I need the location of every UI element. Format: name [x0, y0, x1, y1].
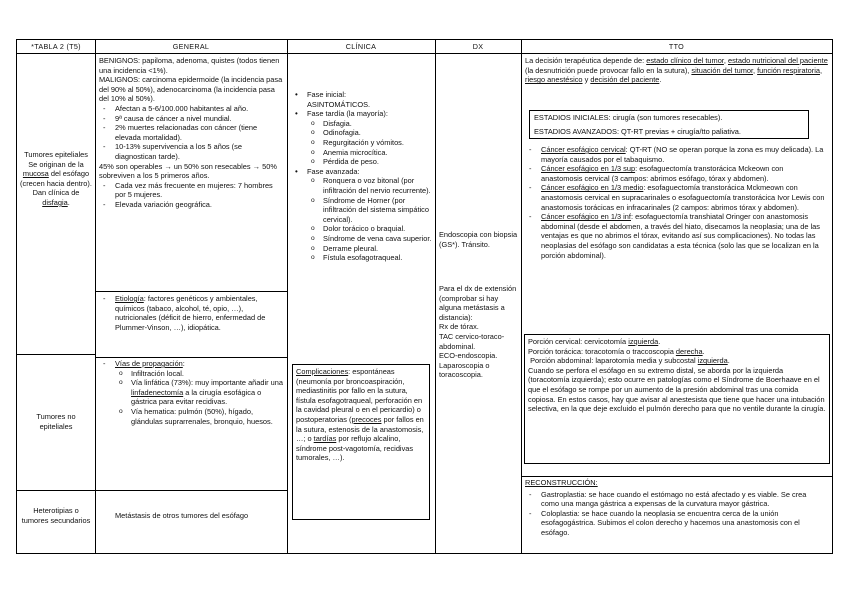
row-label-no-epiteliales: Tumores no epiteliales	[36, 412, 76, 431]
tto-cancer-localizacion: - Cáncer esofágico cervical: QT-RT (NO se operan porque la zona es muy delicada). La mayoría causados por el tabaquismo. - Cáncer esofágico en 1/3 sup: esofaguectomía transtorácica Mckeown con anastomosis cervical (3 campos: abrimos esófago, tórax y abdomen). - Cáncer esofágico en 1/3 medio: esofaguectomía transtorácica Mckmeown con anastomosis cervical en supracarinales o esofaguectomía transtorácica Ivor Lewis con anastomosis torácicas en infracarinales (2 campos: abrimos tórax y abdomen). - Cáncer esofágico en 1/3 inf: esofaguectomía transhiatal Oringer con anastomosis abdominal (desde el abdomen, a través del hiato, disecamos la neoplasia; una de las ventajas es que no abrimos el tórax, evitando así sus complicaciones). No todas las neoplasias del esófago son candidatas a esta técnica (solo las que se localizan en la porción abdominal).	[525, 145, 825, 260]
treatment-table	[16, 39, 833, 554]
header-tabla: *TABLA 2 (T5)	[31, 42, 81, 51]
general-overview: BENIGNOS: papiloma, adenoma, quistes (todos tienen una incidencia <1%). MALIGNOS: carcinoma epidermoide (la incidencia pasa del 90% al 50%), adenocarcinoma (la incidencia pasa del 10% al 50%). - Afectan a 5-6/100.000 habitantes al año. - 9ª causa de cáncer a nivel mundial. - 2% muertes relacionadas con cáncer (tiene elevada mortalidad). - 10-13% supervivencia a los 5 años (se diagnostican tarde). 45% son operables → un 50% son resecables → 50% sobreviven a los 5 primeros años. - Cada vez más frecuente en mujeres: 7 hombres por 5 mujeres. - Elevada variación geográfica.	[99, 56, 285, 210]
header-dx: DX	[472, 42, 484, 51]
tto-reconstruccion: RECONSTRUCCIÓN: - Gastroplastia: se hace cuando el estómago no está afectado y es viable. Se crea como una manga gástrica a expensas de la curvatura mayor gástrica. - Coloplastia: se hace cuando la neoplasia se encuentra cerca de la unión esofagogástrica. Subimos el colon derecho y hacemos una anastomosis con el esófago.	[525, 478, 825, 538]
header-tto: TTO	[668, 42, 685, 51]
general-vias-propagacion: - Vías de propagación: o Infiltración local. o Vía linfática (73%): muy importante añadir una linfadenectomía a la cirugía esofágica o gástrica para evitar recidivas. o Vía hematica: pulmón (50%), hígado, glándulas suprarrenales, bronquio, huesos.	[99, 359, 285, 426]
tto-decision: La decisión terapéutica depende de: estado clínico del tumor, estado nutricional del paciente (la desnutrición puede provocar fallo en la sutura), situación del tumor, función respiratoria, riesgo anestésico y decisión del paciente.	[525, 56, 828, 85]
general-metastasis: Metástasis de otros tumores del esófago	[115, 511, 249, 520]
row-label-heterotopias: Heterotipias o tumores secundarios	[21, 506, 91, 525]
header-general: GENERAL	[172, 42, 210, 51]
tto-abordaje: Porción cervical: cervicotomía izquierda. Porción torácica: toracotomía o traccoscopia derecha. Porción abdominal: laparotomía media y subcostal izquierda. Cuando se perfora el esófago en su extremo distal, se aborda por la izquierda (toracotomía izquierda); esto ocurre en patologías como el Síndrome de Boerhaave en el que el esófago se rompe por un aumento de la presión abdominal tras una comida copiosa. En estos casos, hay que avisar al anestesista que tiene que hacer una intubación selectiva, en la que deje excluido el pulmón derecho para que no ventile durante la cirugía.	[524, 334, 830, 464]
clinica-complicaciones: Complicaciones: espontáneas (neumonía por broncoaspiración, mediastinitis por fallo en la sutura, fístula esofagotraqueal, perforación en la cavidad pleural o en el pericardio) o postoperatorias (precoces por fallos en la sutura, estenosis de la anastomosis, …; o tardías por reflujo alcalino, síndrome post-vagotomía, recidivas tumorales, …).	[292, 364, 430, 520]
general-etiologia: - Etiología: factores genéticos y ambientales, químicos (tabaco, alcohol, té, opio, …), nutricionales (déficit de hierro, enfermedad de Plummer-Vinson, …), idiopática.	[99, 294, 285, 332]
dx-extension: Para el dx de extensión (comprobar si hay alguna metástasis a distancia): Rx de tórax. TAC cervico-toraco-abdominal. ECO-endoscopia. Laparoscopia o toracoscopia.	[439, 284, 517, 380]
header-clinica: CLÍNICA	[345, 42, 377, 51]
tto-estadios: ESTADIOS INICIALES: cirugía (son tumores resecables). ESTADIOS AVANZADOS: QT-RT previas + cirugía/tto paliativa.	[529, 110, 809, 139]
dx-endoscopia: Endoscopia con biopsia (GS*). Tránsito.	[439, 230, 518, 249]
row-label-epiteliales: Tumores epiteliales Se originan de la mucosa del esófago (crecen hacia dentro). Dan clínica de disfagia.	[20, 150, 92, 207]
clinica-fases: • Fase inicial: ASINTOMÁTICOS. • Fase tardía (la mayoría): o Disfagia. o Odinofagia. o Regurgitación y vómitos. o Anemia microcítica. o Pérdida de peso. • Fase avanzada: o Ronquera o voz bitonal (por infiltración del nervio recurrente). o Síndrome de Horner (por infiltración del sistema simpático cervical). o Dolor torácico o braquial. o Síndrome de vena cava superior. o Derrame pleural. o Fístula esofagotraqueal.	[291, 90, 433, 263]
